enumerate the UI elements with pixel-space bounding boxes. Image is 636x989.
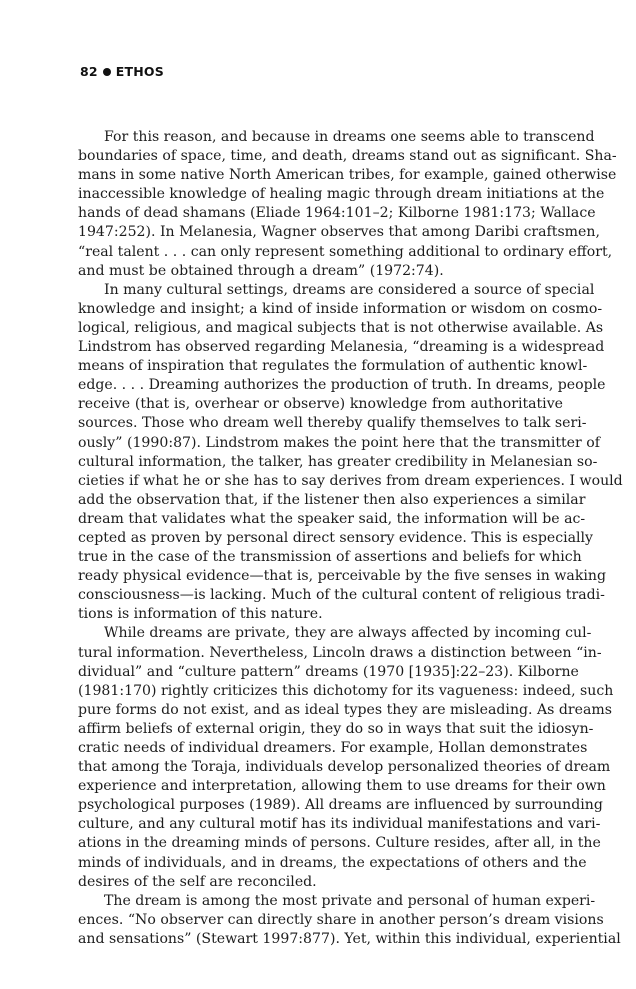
text-line: experience and interpretation, allowing them to use dreams for their own: [78, 778, 606, 795]
text-line: For this reason, and because in dreams one seems able to transcend: [104, 129, 595, 145]
journal-title: ETHOS: [115, 64, 164, 79]
text-line: knowledge and insight; a kind of inside information or wisdom on cosmo-: [78, 300, 603, 317]
text-line: pure forms do not exist, and as ideal types they are misleading. As dreams: [78, 701, 612, 718]
text-line: cieties if what he or she has to say derives from dream experiences. I would: [78, 472, 623, 489]
paragraph: [78, 892, 621, 949]
text-line: inaccessible knowledge of healing magic through dream initiations at the: [78, 186, 605, 203]
text-line: “real talent . . . can only represent something additional to ordinary effort,: [78, 243, 613, 260]
text-line: dividual” and “culture pattern” dreams (1970 [1935]:22–23). Kilborne: [78, 663, 579, 680]
text-line: boundaries of space, time, and death, dreams stand out as significant. Sha-: [78, 148, 617, 165]
text-line: 1947:252). In Melanesia, Wagner observes that among Daribi craftsmen,: [78, 224, 600, 241]
text-line: dream that validates what the speaker said, the information will be ac-: [78, 510, 586, 527]
text-line: While dreams are private, they are always affected by incoming cul-: [104, 625, 592, 642]
text-line: minds of individuals, and in dreams, the expectations of others and the: [78, 854, 587, 871]
text-line: true in the case of the transmission of assertions and beliefs for which: [78, 549, 582, 566]
text-line: and must be obtained through a dream” (1972:74).: [78, 262, 444, 279]
text-line: ously” (1990:87). Lindstrom makes the point here that the transmitter of: [78, 434, 600, 451]
text-line: ences. “No observer can directly share in another person’s dream visions: [78, 911, 604, 928]
text-line: tural information. Nevertheless, Lincoln draws a distinction between “in-: [78, 644, 602, 661]
text-line: add the observation that, if the listener then also experiences a similar: [78, 491, 586, 508]
text-line: cratic needs of individual dreamers. For example, Hollan demonstrates: [78, 740, 588, 756]
text-line: desires of the self are reconciled.: [78, 873, 317, 890]
page-number: 82: [80, 64, 98, 79]
text-line: cultural information, the talker, has greater credibility in Melanesian so-: [78, 453, 598, 470]
text-line: cepted as proven by personal direct sensory evidence. This is especially: [78, 529, 593, 546]
text-line: culture, and any cultural motif has its individual manifestations and vari-: [78, 816, 601, 833]
bullet-icon: [103, 68, 111, 76]
text-line: that among the Toraja, individuals develop personalized theories of dream: [78, 759, 611, 776]
text-line: affirm beliefs of external origin, they do so in ways that suit the idiosyn-: [78, 720, 594, 737]
text-line: ations in the dreaming minds of persons. Culture resides, after all, in the: [78, 835, 601, 852]
text-line: mans in some native North American tribes, for example, gained otherwise: [78, 167, 617, 184]
text-line: tions is information of this nature.: [78, 606, 323, 623]
paragraph: [78, 281, 623, 625]
text-line: consciousness—is lacking. Much of the cultural content of religious tradi-: [78, 587, 605, 604]
paragraph: [78, 128, 617, 281]
text-line: ready physical evidence—that is, perceivable by the five senses in waking: [78, 568, 606, 585]
text-line: edge. . . . Dreaming authorizes the production of truth. In dreams, people: [78, 377, 606, 394]
text-line: (1981:170) rightly criticizes this dichotomy for its vagueness: indeed, such: [78, 682, 614, 699]
text-line: The dream is among the most private and personal of human experi-: [104, 892, 596, 909]
text-line: receive (that is, overhear or observe) knowledge from authoritative: [78, 396, 563, 413]
text-line: sources. Those who dream well thereby qualify themselves to talk seri-: [78, 415, 587, 432]
text-line: Lindstrom has observed regarding Melanesia, “dreaming is a widespread: [78, 339, 605, 356]
text-line: psychological purposes (1989). All dreams are influenced by surrounding: [78, 797, 603, 814]
text-line: In many cultural settings, dreams are considered a source of special: [104, 281, 595, 298]
text-line: and sensations” (Stewart 1997:877). Yet, within this individual, experiential: [78, 930, 621, 947]
running-head: [80, 64, 164, 79]
text-line: means of inspiration that regulates the formulation of authentic knowl-: [78, 358, 588, 375]
text-line: hands of dead shamans (Eliade 1964:101–2; Kilborne 1981:173; Wallace: [78, 205, 596, 222]
body-text: [78, 128, 623, 949]
paragraph: [78, 624, 614, 891]
text-line: logical, religious, and magical subjects that is not otherwise available. As: [78, 319, 604, 336]
